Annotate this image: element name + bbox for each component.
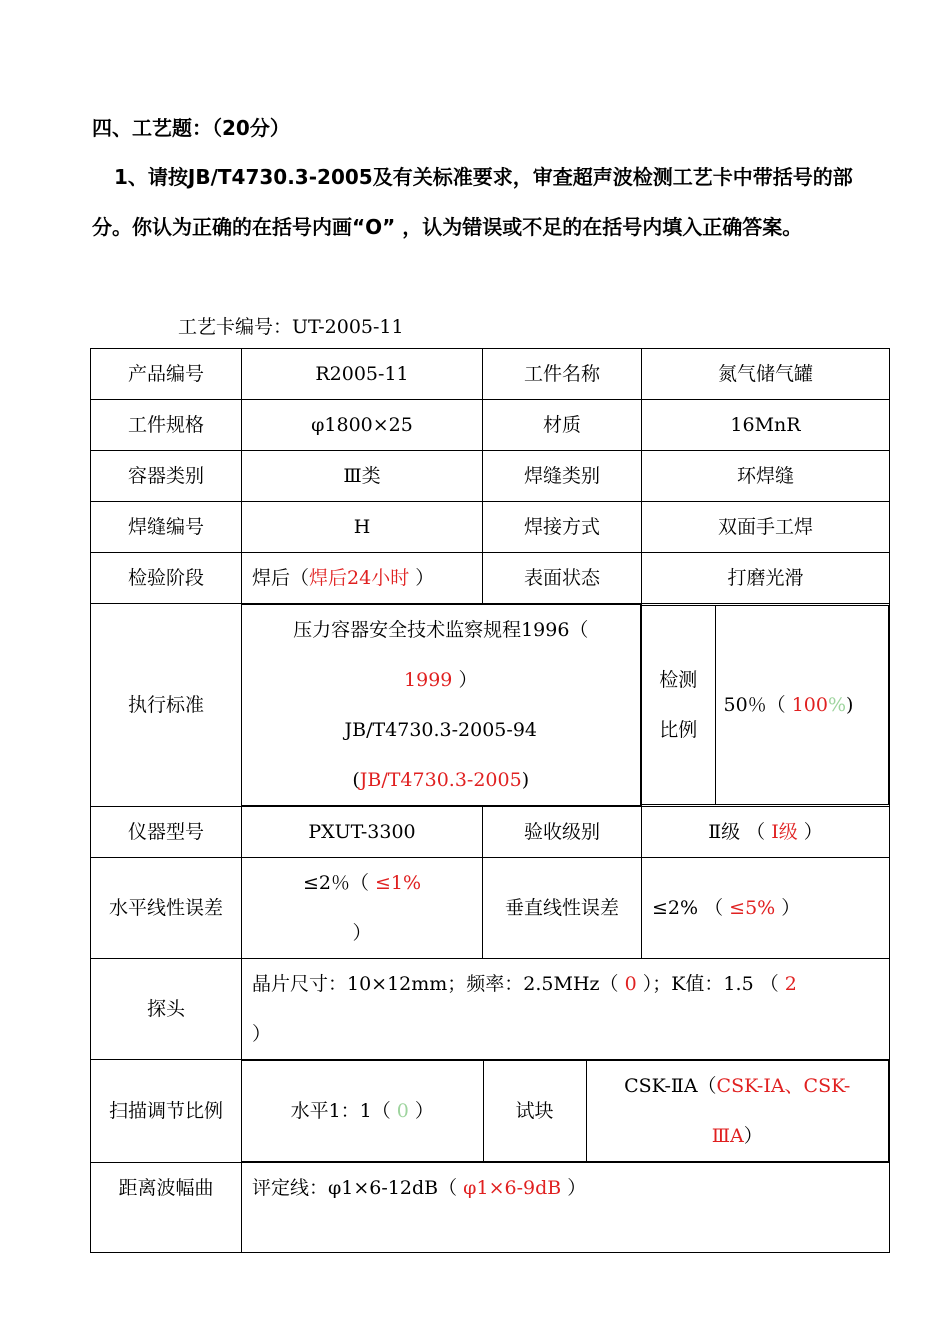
weld-no-value: H xyxy=(242,502,483,553)
block-answer: CSK-ⅠA、CSK-ⅢA xyxy=(711,1075,851,1147)
stage-answer: 焊后24小时 xyxy=(309,567,410,589)
ratio-label xyxy=(642,606,715,805)
ratio-cell xyxy=(642,604,890,807)
weld-no-label: 焊缝编号 xyxy=(91,502,242,553)
block-label: 试块 xyxy=(483,1061,586,1162)
card-number: 工艺卡编号：UT-2005-11 xyxy=(178,316,404,338)
instrument-label: 仪器型号 xyxy=(91,807,242,858)
stage-suffix: ） xyxy=(409,567,435,589)
probe-text-3: ） xyxy=(252,1023,272,1045)
instrument-value: PXUT-3300 xyxy=(242,807,483,858)
stage-label: 检验阶段 xyxy=(91,553,242,604)
standard-value xyxy=(242,604,642,807)
product-no-label: 产品编号 xyxy=(91,349,242,400)
standard-close-1: ） xyxy=(452,669,478,691)
table-row xyxy=(91,858,890,959)
vlin-label: 垂直线性误差 xyxy=(483,858,642,959)
block-value xyxy=(586,1061,889,1162)
ratio-suffix: ) xyxy=(846,694,854,716)
standard-answer-2: JB/T4730.3-2005 xyxy=(359,769,522,791)
scan-suffix: ） xyxy=(408,1100,434,1122)
stage-prefix: 焊后（ xyxy=(252,567,310,589)
weld-type-label: 焊缝类别 xyxy=(483,451,642,502)
material-value: 16MnR xyxy=(642,400,890,451)
standard-line-2 xyxy=(248,655,634,705)
stage-value xyxy=(242,553,483,604)
table-row xyxy=(91,959,890,1060)
workpiece-name-value: 氮气储气罐 xyxy=(642,349,890,400)
hlin-suffix: ） xyxy=(352,922,372,944)
accept-value xyxy=(642,807,890,858)
vlin-answer: ≤5% xyxy=(729,897,776,919)
product-no-value: R2005-11 xyxy=(242,349,483,400)
standard-line-4 xyxy=(248,755,634,805)
hlin-label: 水平线性误差 xyxy=(91,858,242,959)
table-row xyxy=(91,349,890,400)
accept-label: 验收级别 xyxy=(483,807,642,858)
question-text xyxy=(92,152,862,252)
hlin-answer: ≤1% xyxy=(375,872,422,894)
standard-lines xyxy=(242,605,640,806)
section-heading: 四、工艺题：（20分） xyxy=(92,116,290,140)
ratio-label-line-2: 比例 xyxy=(659,719,698,741)
scan-value xyxy=(242,1061,483,1162)
vlin-suffix: ） xyxy=(775,897,801,919)
table-row xyxy=(91,451,890,502)
weld-method-value: 双面手工焊 xyxy=(642,502,890,553)
probe-answer-1: 0 xyxy=(624,973,637,995)
probe-label: 探头 xyxy=(91,959,242,1060)
vessel-class-label: 容器类别 xyxy=(91,451,242,502)
surface-label: 表面状态 xyxy=(483,553,642,604)
table-row xyxy=(91,502,890,553)
ratio-answer: 100 xyxy=(791,694,828,716)
probe-text-1: 晶片尺寸：10×12mm；频率：2.5MHz（ xyxy=(252,973,625,995)
vessel-class-value: Ⅲ类 xyxy=(242,451,483,502)
dac-label: 距离波幅曲 xyxy=(91,1163,242,1253)
material-label: 材质 xyxy=(483,400,642,451)
table-row xyxy=(91,1060,890,1163)
hlin-value xyxy=(242,858,483,959)
spec-value: φ1800×25 xyxy=(242,400,483,451)
workpiece-name-label: 工件名称 xyxy=(483,349,642,400)
scan-label: 扫描调节比例 xyxy=(91,1060,242,1163)
ratio-prefix: 50％（ xyxy=(723,694,792,716)
block-prefix: CSK-ⅡA（ xyxy=(624,1075,717,1097)
ratio-answer-pct: % xyxy=(827,694,847,716)
probe-answer-2: 2 xyxy=(784,973,797,995)
scan-block-cell xyxy=(242,1060,890,1163)
table-row xyxy=(91,1163,890,1253)
surface-value: 打磨光滑 xyxy=(642,553,890,604)
standard-line-3: JB/T4730.3-2005-94 xyxy=(344,719,537,741)
accept-prefix: Ⅱ级 （ xyxy=(708,821,772,843)
weld-method-label: 焊接方式 xyxy=(483,502,642,553)
ratio-value xyxy=(715,606,889,805)
probe-value xyxy=(242,959,890,1060)
table-row xyxy=(91,604,890,807)
table-row xyxy=(91,400,890,451)
scan-prefix: 水平1：1（ xyxy=(290,1100,397,1122)
vlin-value xyxy=(642,858,890,959)
dac-value xyxy=(242,1163,890,1253)
dac-answer: φ1×6-9dB xyxy=(463,1177,562,1199)
scan-answer: 0 xyxy=(396,1100,409,1122)
accept-answer: Ⅰ级 xyxy=(771,821,798,843)
standard-line-1: 压力容器安全技术监察规程1996（ xyxy=(293,619,589,641)
standard-answer-1: 1999 xyxy=(404,669,453,691)
standard-label: 执行标准 xyxy=(91,604,242,807)
dac-prefix: 评定线：φ1×6-12dB（ xyxy=(252,1177,464,1199)
accept-suffix: ） xyxy=(797,821,823,843)
block-suffix: ） xyxy=(743,1125,763,1147)
ratio-label-line-1: 检测 xyxy=(659,669,698,691)
question-body: 1、请按JB/T4730.3-2005及有关标准要求，审查超声波检测工艺卡中带括号的部分。你认为正确的在括号内画“O” ，认为错误或不足的在括号内填入正确答案。 xyxy=(92,165,853,239)
hlin-prefix: ≤2％（ xyxy=(302,872,375,894)
process-card-table xyxy=(90,348,890,1253)
dac-suffix: ） xyxy=(561,1177,587,1199)
weld-type-value: 环焊缝 xyxy=(642,451,890,502)
standard-close-2: ) xyxy=(521,769,530,791)
vlin-prefix: ≤2% （ xyxy=(652,897,730,919)
probe-text-2: ）；K值：1.5 （ xyxy=(636,973,785,995)
spec-label: 工件规格 xyxy=(91,400,242,451)
table-row xyxy=(91,807,890,858)
standard-open-2: ( xyxy=(352,769,360,791)
table-row xyxy=(91,553,890,604)
